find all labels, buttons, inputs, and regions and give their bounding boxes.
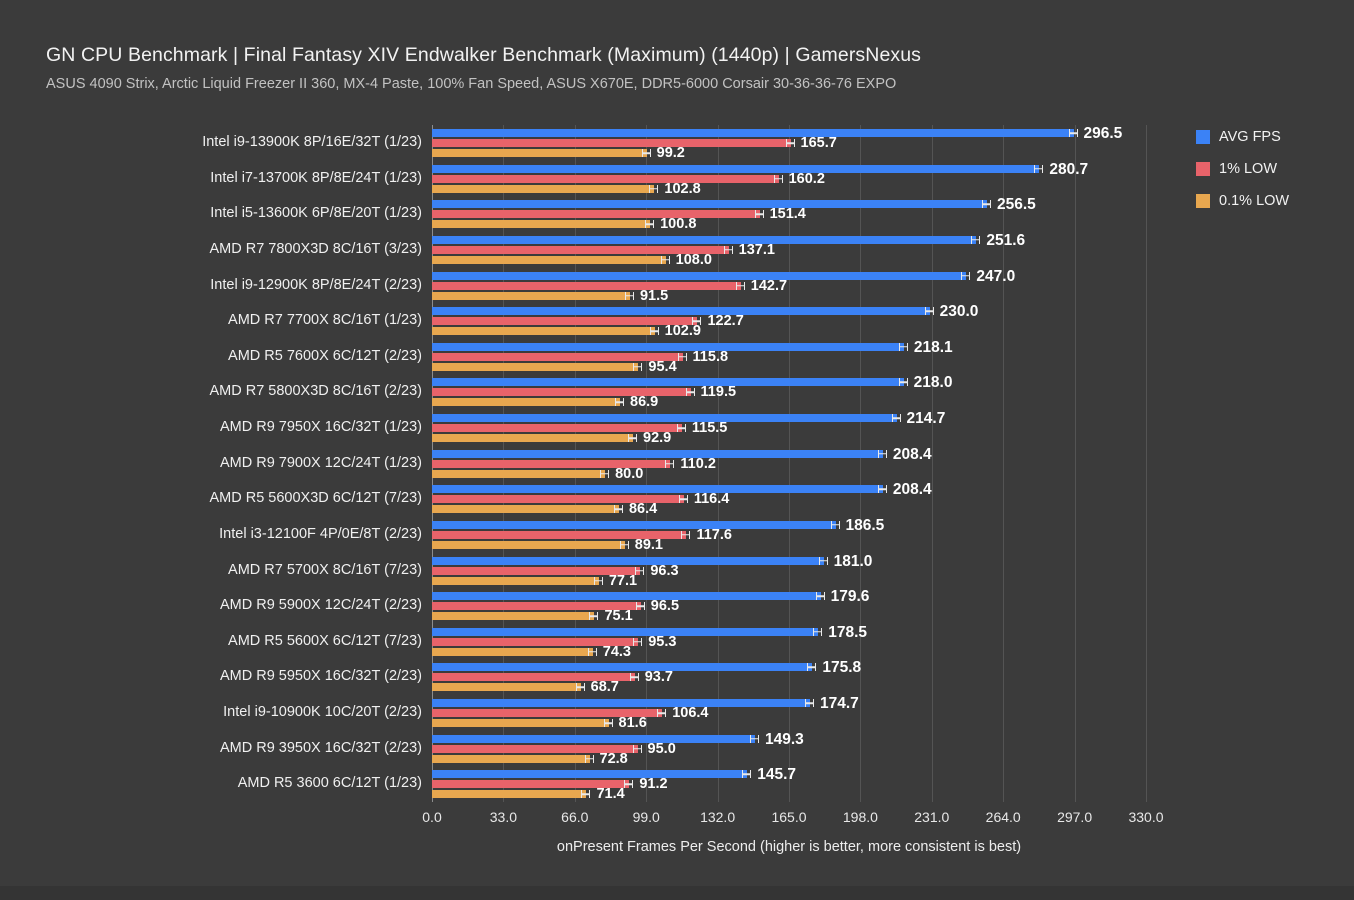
x-axis-title: onPresent Frames Per Second (higher is better, more consistent is best) [556, 839, 1022, 855]
x-tick-label: 165.0 [771, 809, 807, 825]
bar-low01 [432, 719, 609, 727]
bar-value-label: 106.4 [672, 705, 709, 722]
category-label: Intel i9-12900K 8P/8E/24T (2/23) [210, 276, 422, 293]
bar-value-label: 72.8 [599, 750, 628, 767]
legend-swatch-icon [1196, 194, 1210, 208]
bar-avg [432, 414, 897, 422]
error-bar [813, 628, 822, 636]
error-bar [665, 460, 674, 468]
error-bar [615, 398, 624, 406]
bar-value-label: 208.4 [892, 481, 932, 499]
bar-value-label: 68.7 [590, 679, 619, 696]
bar-low1 [432, 210, 760, 218]
error-bar [892, 414, 901, 422]
bar-value-label: 110.2 [680, 455, 716, 472]
error-bar [1034, 165, 1043, 173]
bar-low01 [432, 755, 590, 763]
category-label: Intel i5-13600K 6P/8E/20T (1/23) [210, 205, 422, 222]
bar-avg [432, 557, 824, 565]
error-bar [816, 592, 825, 600]
bar-low1 [432, 317, 697, 325]
error-bar [624, 780, 633, 788]
bar-avg [432, 735, 755, 743]
bar-low01 [432, 683, 581, 691]
bar-low01 [432, 398, 620, 406]
bar-low01 [432, 470, 605, 478]
legend-item[interactable] [1196, 190, 1346, 212]
error-bar [961, 272, 970, 280]
bar-group [432, 339, 1146, 375]
error-bar [786, 139, 795, 147]
category-label: AMD R5 7600X 6C/12T (2/23) [228, 347, 422, 364]
error-bar [600, 470, 609, 478]
error-bar [661, 256, 670, 264]
error-bar [633, 363, 642, 371]
error-bar [679, 495, 688, 503]
error-bar [628, 434, 637, 442]
bar-avg [432, 663, 812, 671]
plot-area [422, 125, 1164, 825]
bar-value-label: 186.5 [845, 516, 885, 534]
error-bar [971, 236, 980, 244]
bar-group [432, 303, 1146, 339]
error-bar [589, 612, 598, 620]
bar-value-label: 116.4 [693, 491, 730, 508]
bar-value-label: 71.4 [596, 786, 625, 803]
bar-group [432, 553, 1146, 589]
bar-avg [432, 450, 883, 458]
bar-avg [432, 343, 904, 351]
category-label: AMD R5 5600X 6C/12T (7/23) [228, 632, 422, 649]
bar-group [432, 161, 1146, 197]
category-label: AMD R7 5700X 8C/16T (7/23) [228, 561, 422, 578]
bar-value-label: 178.5 [828, 623, 867, 641]
x-tick-label: 198.0 [842, 809, 878, 825]
bar-avg [432, 236, 976, 244]
category-label: Intel i9-10900K 10C/20T (2/23) [223, 704, 422, 721]
bar-group [432, 588, 1146, 624]
bar-value-label: 74.3 [602, 643, 631, 660]
bar-value-label: 175.8 [822, 659, 862, 677]
bar-value-label: 122.7 [707, 313, 744, 330]
category-axis-labels [100, 125, 422, 802]
error-bar [807, 663, 816, 671]
bar-avg [432, 485, 883, 493]
legend-label: 0.1% LOW [1219, 193, 1290, 209]
bar-low01 [432, 612, 594, 620]
error-bar [633, 638, 642, 646]
bottom-strip [0, 886, 1354, 900]
bar-value-label: 251.6 [986, 231, 1026, 249]
bar-value-label: 151.4 [769, 206, 806, 223]
bar-low01 [432, 505, 619, 513]
bar-value-label: 218.0 [913, 374, 953, 392]
error-bar [630, 673, 639, 681]
bar-avg [432, 628, 818, 636]
category-label: Intel i3-12100F 4P/0E/8T (2/23) [219, 525, 422, 542]
error-bar [724, 246, 733, 254]
error-bar [678, 353, 687, 361]
error-bar [594, 577, 603, 585]
bar-low01 [432, 220, 650, 228]
bar-value-label: 256.5 [996, 196, 1036, 214]
chart-subtitle: ASUS 4090 Strix, Arctic Liquid Freezer II 360, MX-4 Paste, 100% Fan Speed, ASUS X670E, DDR5-6000 Corsair 30-36-36-76 EXPO [46, 76, 897, 92]
category-label: AMD R5 5600X3D 6C/12T (7/23) [209, 490, 422, 507]
error-bar [657, 709, 666, 717]
bar-value-label: 119.5 [700, 384, 737, 401]
legend-swatch-icon [1196, 162, 1210, 176]
bar-value-label: 89.1 [634, 536, 663, 553]
error-bar [650, 327, 659, 335]
error-bar [677, 424, 686, 432]
error-bar [604, 719, 613, 727]
error-bar [588, 648, 597, 656]
bar-value-label: 86.9 [630, 394, 659, 411]
bar-low01 [432, 541, 625, 549]
bar-low01 [432, 327, 655, 335]
bar-avg [432, 521, 836, 529]
error-bar [982, 200, 991, 208]
category-label: AMD R7 7700X 8C/16T (1/23) [228, 312, 422, 329]
x-tick-label: 330.0 [1128, 809, 1164, 825]
bar-value-label: 179.6 [830, 588, 870, 606]
bar-group [432, 268, 1146, 304]
x-tick-label: 99.0 [632, 809, 660, 825]
bar-value-label: 93.7 [644, 669, 673, 686]
error-bar [581, 790, 590, 798]
legend-label: 1% LOW [1219, 161, 1278, 177]
chart-legend [1196, 126, 1346, 222]
chart-title: GN CPU Benchmark | Final Fantasy XIV Endwalker Benchmark (Maximum) (1440p) | GamersNexus [46, 44, 922, 66]
bar-value-label: 96.5 [650, 598, 680, 615]
bar-value-label: 174.7 [819, 695, 859, 713]
error-bar [819, 557, 828, 565]
bar-low1 [432, 139, 791, 147]
error-bar [614, 505, 623, 513]
bar-low01 [432, 648, 593, 656]
error-bar [625, 292, 634, 300]
bar-group [432, 232, 1146, 268]
bar-value-label: 95.3 [648, 633, 677, 650]
bar-group [432, 659, 1146, 695]
bar-value-label: 100.8 [660, 216, 697, 233]
category-label: AMD R9 7950X 16C/32T (1/23) [219, 419, 422, 436]
category-label: AMD R9 3950X 16C/32T (2/23) [219, 739, 422, 756]
error-bar [899, 343, 908, 351]
bar-value-label: 80.0 [615, 465, 644, 482]
bar-value-label: 160.2 [788, 170, 825, 187]
bar-value-label: 91.5 [639, 287, 669, 304]
bar-low01 [432, 256, 666, 264]
bar-value-label: 115.5 [691, 420, 728, 437]
error-bar [620, 541, 629, 549]
bar-value-label: 247.0 [976, 267, 1016, 285]
bar-avg [432, 165, 1039, 173]
legend-swatch-icon [1196, 130, 1210, 144]
bar-low01 [432, 292, 630, 300]
bar-avg [432, 699, 810, 707]
bar-value-label: 86.4 [628, 501, 658, 518]
bar-value-label: 95.4 [648, 358, 677, 375]
error-bar [681, 531, 690, 539]
category-label: Intel i9-13900K 8P/16E/32T (1/23) [202, 134, 422, 150]
category-label: AMD R7 7800X3D 8C/16T (3/23) [209, 240, 422, 257]
x-tick-label: 66.0 [561, 809, 589, 825]
category-label: AMD R9 5900X 12C/24T (2/23) [219, 597, 422, 614]
bar-value-label: 230.0 [939, 303, 979, 321]
x-tick-label: 297.0 [1057, 809, 1093, 825]
gridline [1146, 125, 1147, 802]
x-tick-label: 0.0 [422, 809, 442, 825]
error-bar [750, 735, 759, 743]
error-bar [899, 378, 908, 386]
error-bar [686, 388, 695, 396]
bar-value-label: 95.0 [647, 740, 676, 757]
bar-value-label: 75.1 [604, 608, 633, 625]
bar-value-label: 142.7 [750, 277, 788, 294]
category-label: AMD R7 5800X3D 8C/16T (2/23) [209, 383, 422, 400]
bar-group [432, 125, 1146, 161]
error-bar [925, 307, 934, 315]
bar-low1 [432, 282, 741, 290]
category-label: AMD R9 5950X 16C/32T (2/23) [219, 668, 422, 685]
bar-group [432, 766, 1146, 802]
error-bar [576, 683, 585, 691]
category-label: AMD R9 7900X 12C/24T (1/23) [219, 454, 422, 471]
error-bar [633, 745, 642, 753]
bar-value-label: 137.1 [738, 241, 775, 258]
bar-avg [432, 770, 747, 778]
bar-avg [432, 200, 987, 208]
bar-low01 [432, 363, 638, 371]
bar-low01 [432, 149, 647, 157]
error-bar [755, 210, 764, 218]
bar-value-label: 117.6 [696, 526, 732, 543]
bar-group [432, 517, 1146, 553]
bar-avg [432, 592, 821, 600]
error-bar [642, 149, 651, 157]
error-bar [649, 185, 658, 193]
bar-group [432, 446, 1146, 482]
x-tick-label: 264.0 [985, 809, 1021, 825]
bar-group [432, 481, 1146, 517]
x-tick-label: 33.0 [489, 809, 518, 825]
error-bar [831, 521, 840, 529]
bar-value-label: 96.3 [650, 562, 679, 579]
bar-value-label: 145.7 [757, 766, 797, 784]
category-label: AMD R5 3600 6C/12T (1/23) [237, 775, 422, 792]
bar-value-label: 91.2 [639, 776, 668, 793]
error-bar [636, 602, 645, 610]
x-tick-label: 132.0 [700, 809, 736, 825]
bar-avg [432, 378, 904, 386]
bar-value-label: 102.8 [664, 180, 701, 197]
bar-group [432, 695, 1146, 731]
bar-low1 [432, 175, 779, 183]
bar-value-label: 115.8 [692, 348, 729, 365]
bar-low01 [432, 434, 633, 442]
bar-value-label: 108.0 [675, 251, 712, 268]
error-bar [878, 485, 887, 493]
legend-label: AVG FPS [1219, 129, 1281, 145]
error-bar [774, 175, 783, 183]
bar-value-label: 214.7 [906, 410, 946, 428]
error-bar [805, 699, 814, 707]
error-bar [878, 450, 887, 458]
x-tick-label: 231.0 [914, 809, 950, 825]
error-bar [645, 220, 654, 228]
bar-value-label: 181.0 [833, 552, 873, 570]
bar-group [432, 731, 1146, 767]
bar-value-label: 208.4 [892, 445, 932, 463]
error-bar [1069, 129, 1078, 137]
legend-item[interactable] [1196, 126, 1346, 148]
bar-value-label: 102.9 [664, 323, 701, 340]
category-label: Intel i7-13700K 8P/8E/24T (1/23) [210, 169, 422, 186]
bar-avg [432, 272, 966, 280]
bar-value-label: 280.7 [1049, 160, 1089, 178]
bar-value-label: 149.3 [765, 730, 804, 748]
bar-value-label: 92.9 [643, 430, 672, 447]
bar-low01 [432, 577, 599, 585]
error-bar [742, 770, 751, 778]
bar-value-label: 165.7 [800, 135, 837, 151]
bar-low01 [432, 185, 654, 193]
bar-value-label: 81.6 [618, 715, 647, 732]
bar-group [432, 624, 1146, 660]
bar-low1 [432, 353, 683, 361]
legend-item[interactable] [1196, 158, 1346, 180]
error-bar [736, 282, 745, 290]
bar-group [432, 196, 1146, 232]
bar-group [432, 410, 1146, 446]
bar-value-label: 77.1 [608, 572, 638, 589]
bar-value-label: 99.2 [656, 145, 685, 161]
bar-group [432, 374, 1146, 410]
bar-value-label: 218.1 [913, 338, 953, 356]
bar-value-label: 296.5 [1083, 125, 1123, 142]
bar-avg [432, 307, 930, 315]
error-bar [585, 755, 594, 763]
bar-avg [432, 129, 1074, 137]
bar-low01 [432, 790, 586, 798]
